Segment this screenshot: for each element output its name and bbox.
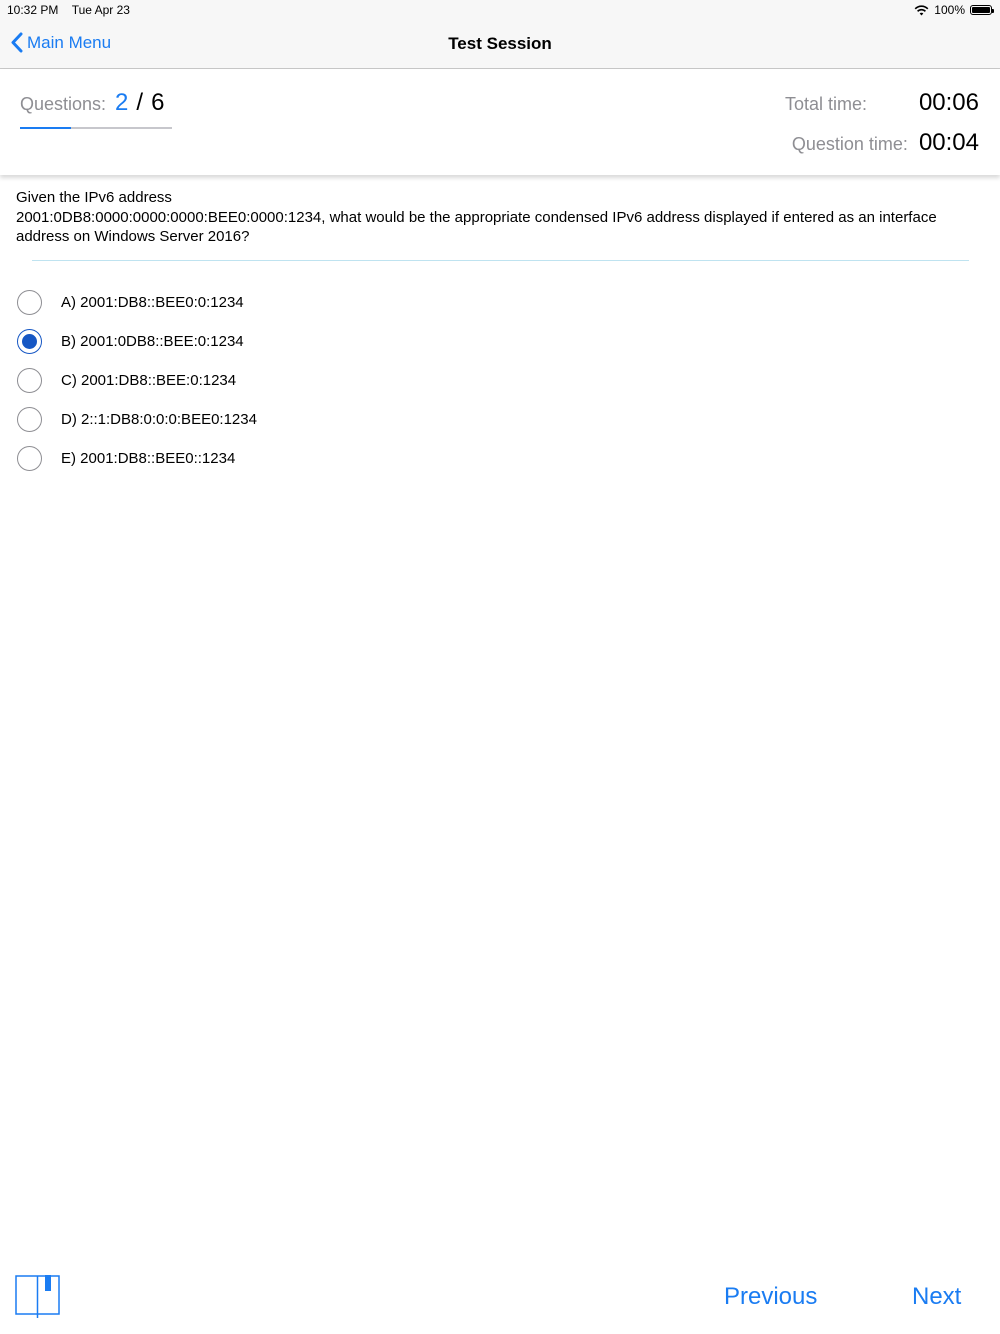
question-progress-bar [20, 127, 172, 129]
question-progress-fill [20, 127, 71, 129]
status-bar [0, 0, 1000, 20]
answer-option-label: E) 2001:DB8::BEE0::1234 [61, 450, 236, 467]
question-time-row [792, 129, 979, 157]
answer-option-label: A) 2001:DB8::BEE0:0:1234 [61, 294, 244, 311]
battery-icon [970, 5, 992, 15]
status-right [914, 3, 992, 17]
total-time-label: Total time: [784, 94, 867, 114]
radio-unselected-icon[interactable] [17, 290, 42, 315]
status-time: 10:32 PM [7, 3, 59, 17]
bookmark-button[interactable] [15, 1275, 61, 1324]
question-counter [20, 89, 164, 117]
radio-selected-icon[interactable] [17, 329, 42, 354]
total-time-row [785, 89, 979, 117]
answer-option-label: C) 2001:DB8::BEE:0:1234 [61, 372, 237, 389]
status-left [7, 3, 130, 17]
previous-button[interactable]: Previous [724, 1283, 818, 1310]
total-time-value: 00:06 [918, 89, 979, 116]
answer-option-label: D) 2::1:DB8:0:0:0:BEE0:1234 [61, 411, 257, 428]
page-title: Test Session [448, 34, 552, 53]
question-text: Given the IPv6 address 2001:0DB8:0000:0000:0000:BEE0:0000:1234, what would be the appropriate condensed IPv6 address displayed if entered as an interface address on Windows Server 2016? [16, 189, 937, 245]
radio-unselected-icon[interactable] [17, 407, 42, 432]
wifi-icon [914, 5, 929, 16]
next-button[interactable]: Next [912, 1283, 962, 1310]
answer-options [17, 283, 917, 478]
radio-unselected-icon[interactable] [17, 368, 42, 393]
answer-option[interactable] [17, 322, 917, 361]
question-time-value: 00:04 [918, 129, 979, 156]
battery-percent: 100% [934, 3, 965, 17]
answer-option[interactable] [17, 283, 917, 322]
back-button-label: Main Menu [27, 32, 112, 52]
question-time-label: Question time: [791, 134, 908, 154]
answer-option-label: B) 2001:0DB8::BEE:0:1234 [61, 333, 244, 350]
total-questions-number: 6 [151, 89, 165, 116]
counter-separator: / [136, 89, 144, 116]
session-header [0, 69, 1000, 175]
answer-option[interactable] [17, 439, 917, 478]
question-divider [32, 260, 969, 261]
question-counter-label: Questions: [20, 94, 107, 114]
answer-option[interactable] [17, 361, 917, 400]
answer-option[interactable] [17, 400, 917, 439]
status-date: Tue Apr 23 [71, 3, 130, 17]
radio-unselected-icon[interactable] [17, 446, 42, 471]
bookmark-book-icon [15, 1275, 61, 1319]
navigation-bar [0, 20, 1000, 69]
current-question-number: 2 [115, 89, 129, 116]
